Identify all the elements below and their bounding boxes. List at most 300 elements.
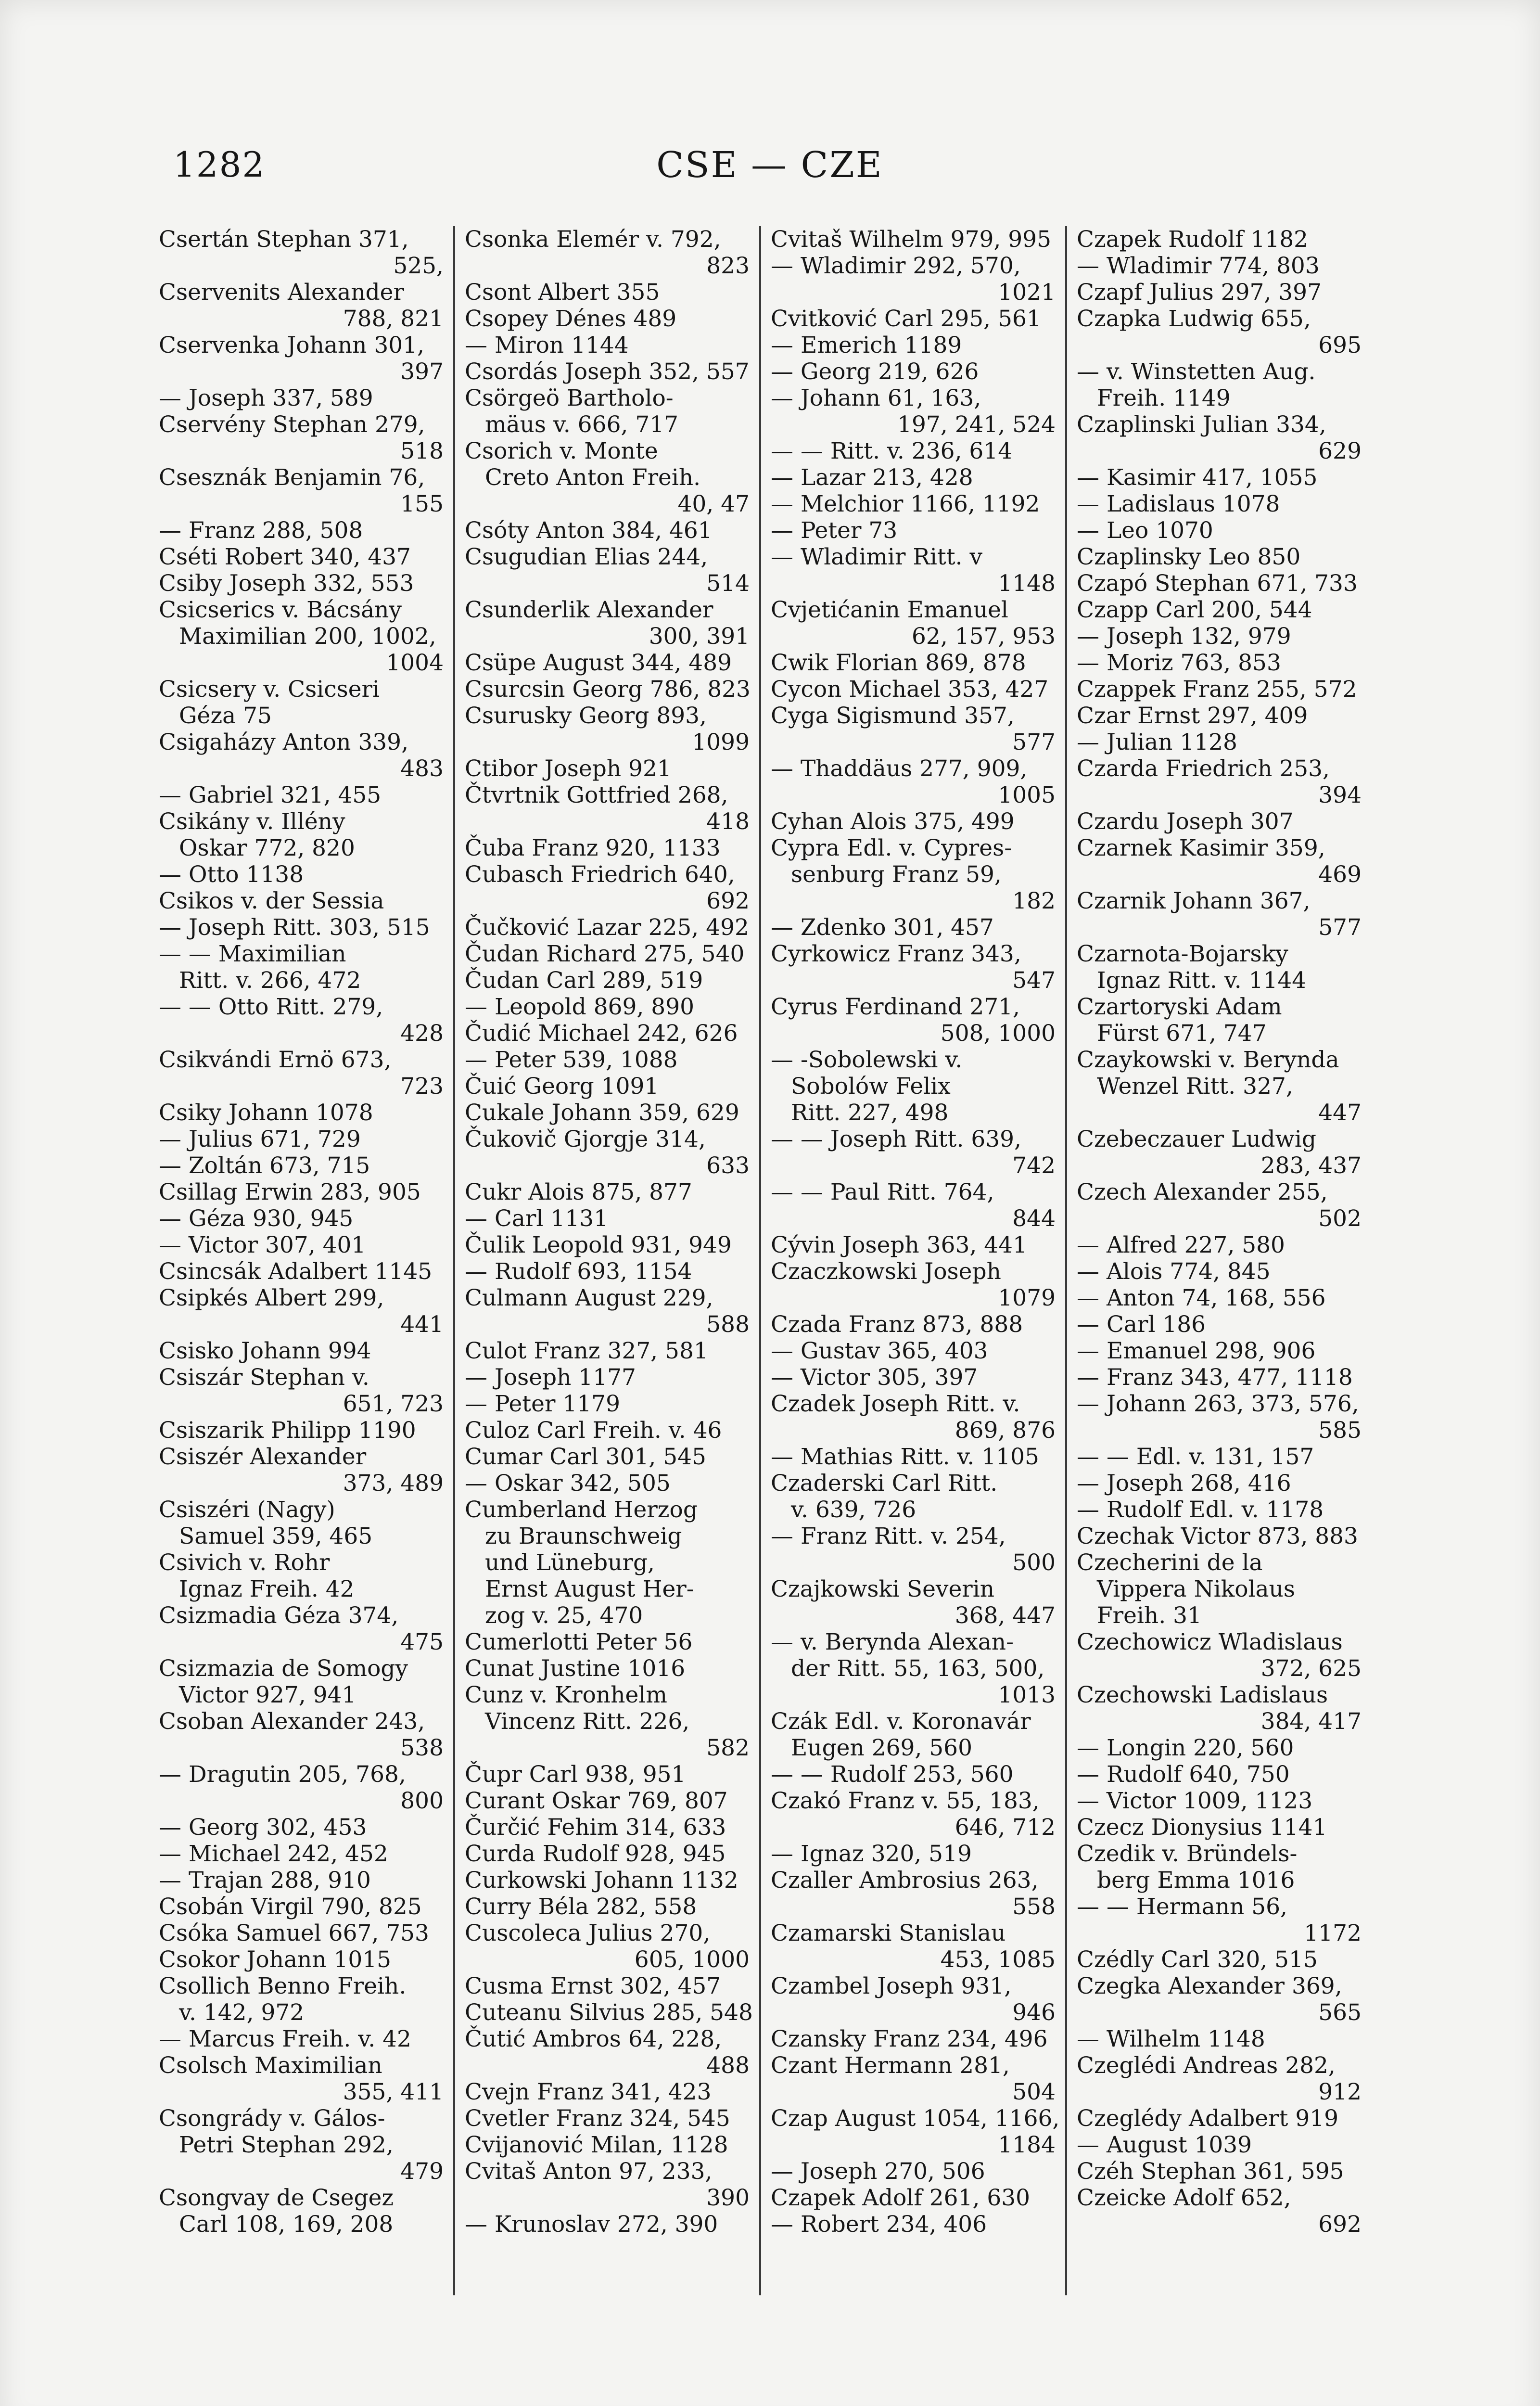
index-entry-line: Csobán Virgil 790, 825 <box>159 1894 422 1920</box>
index-entry-line: 844 <box>1012 1205 1056 1232</box>
index-entry-line: 372, 625 <box>1260 1655 1362 1682</box>
index-entry-line: Cwik Florian 869, 878 <box>771 650 1026 676</box>
index-entry-line: — Peter 539, 1088 <box>465 1047 678 1073</box>
index-entry-line: 182 <box>1012 888 1056 914</box>
index-entry-line: Csigaházy Anton 339, <box>159 729 409 755</box>
page-number: 1282 <box>173 144 266 185</box>
index-entry-line: — Zdenko 301, 457 <box>771 914 994 941</box>
index-entry-line: berg Emma 1016 <box>1097 1867 1295 1894</box>
index-entry-line: Csiky Johann 1078 <box>159 1100 373 1126</box>
index-entry-line: Cvijanović Milan, 1128 <box>465 2132 728 2158</box>
index-entry-line: — Victor 1009, 1123 <box>1077 1788 1313 1814</box>
index-column-3 <box>759 226 1065 2295</box>
index-entry-line: Cvetler Franz 324, 545 <box>465 2105 730 2132</box>
index-entry-line: Czeglédy Adalbert 919 <box>1077 2105 1339 2132</box>
index-entry-line: — Peter 1179 <box>465 1391 620 1417</box>
index-entry-line: Samuel 359, 465 <box>179 1523 373 1549</box>
index-entry-line: Sobolów Felix <box>791 1073 951 1100</box>
index-entry-line: Czaykowski v. Berynda <box>1077 1047 1339 1073</box>
index-entry-line: — Franz 343, 477, 1118 <box>1077 1364 1353 1391</box>
index-entry-line: Čuba Franz 920, 1133 <box>465 835 721 861</box>
index-entry-line: 629 <box>1318 438 1362 464</box>
index-entry-line: Csongvay de Csegez <box>159 2185 394 2211</box>
index-entry-line: Czák Edl. v. Koronavár <box>771 1708 1031 1735</box>
index-entry-line: Curant Oskar 769, 807 <box>465 1788 728 1814</box>
index-entry-line: — Zoltán 673, 715 <box>159 1152 370 1179</box>
index-entry-line: — Emerich 1189 <box>771 332 962 358</box>
page-title: CSE — CZE <box>656 144 883 186</box>
index-entry-line: Cukr Alois 875, 877 <box>465 1179 692 1205</box>
index-entry-line: Czaller Ambrosius 263, <box>771 1867 1039 1894</box>
index-entry-line: — Wladimir 774, 803 <box>1077 253 1320 279</box>
index-entry-line: 300, 391 <box>649 623 750 650</box>
index-entry-line: Cvitaš Anton 97, 233, <box>465 2158 713 2185</box>
index-entry-line: — Georg 219, 626 <box>771 358 979 385</box>
index-entry-line: 912 <box>1318 2079 1362 2105</box>
index-entry-line: Cvjetićanin Emanuel <box>771 597 1008 623</box>
index-entry-line: 547 <box>1012 967 1056 994</box>
index-entry-line: Oskar 772, 820 <box>179 835 355 861</box>
index-entry-line: 588 <box>706 1311 750 1338</box>
index-entry-line: Cyrus Ferdinand 271, <box>771 994 1020 1020</box>
index-entry-line: Czapó Stephan 671, 733 <box>1077 570 1358 597</box>
index-entry-line: Czeglédi Andreas 282, <box>1077 2052 1336 2079</box>
index-entry-line: — Carl 186 <box>1077 1311 1206 1338</box>
index-entry-line: — Franz Ritt. v. 254, <box>771 1523 1006 1549</box>
index-entry-line: 428 <box>400 1020 444 1047</box>
index-entry-line: Czapf Julius 297, 397 <box>1077 279 1322 306</box>
index-entry-line: — Michael 242, 452 <box>159 1841 388 1867</box>
index-entry-line: — Robert 234, 406 <box>771 2211 987 2238</box>
index-entry-line: — Longin 220, 560 <box>1077 1735 1294 1761</box>
index-entry-line: Czaplinsky Leo 850 <box>1077 544 1301 570</box>
index-entry-line: — Johann 263, 373, 576, <box>1077 1391 1359 1417</box>
index-entry-line: Czar Ernst 297, 409 <box>1077 703 1308 729</box>
index-entry-line: 469 <box>1318 861 1362 888</box>
index-entry-line: Czarnota-Bojarsky <box>1077 941 1288 967</box>
index-entry-line: Cunz v. Kronhelm <box>465 1682 667 1708</box>
index-entry-line: Czamarski Stanislau <box>771 1920 1006 1946</box>
index-entry-line: 390 <box>706 2185 750 2211</box>
index-entry-line: 155 <box>400 491 444 517</box>
index-entry-line: — Leo 1070 <box>1077 517 1213 544</box>
index-entry-line: Cvitaš Wilhelm 979, 995 <box>771 226 1051 253</box>
index-entry-line: v. 142, 972 <box>179 1999 305 2026</box>
index-entry-line: Czarda Friedrich 253, <box>1077 755 1330 782</box>
index-entry-line: Creto Anton Freih. <box>485 464 701 491</box>
index-entry-line: — Julian 1128 <box>1077 729 1237 755</box>
index-entry-line: Czansky Franz 234, 496 <box>771 2026 1048 2052</box>
index-entry-line: — v. Winstetten Aug. <box>1077 358 1316 385</box>
index-entry-line: Cypra Edl. v. Cypres- <box>771 835 1012 861</box>
index-entry-line: Cumar Carl 301, 545 <box>465 1444 706 1470</box>
index-entry-line: Czarnik Johann 367, <box>1077 888 1311 914</box>
index-entry-line: Csertán Stephan 371, <box>159 226 409 253</box>
index-entry-line: Ctibor Joseph 921 <box>465 755 672 782</box>
index-entry-line: Fürst 671, 747 <box>1097 1020 1267 1047</box>
index-entry-line: 695 <box>1318 332 1362 358</box>
index-entry-line: Čuić Georg 1091 <box>465 1073 659 1100</box>
index-entry-line: Czartoryski Adam <box>1077 994 1282 1020</box>
index-entry-line: 40, 47 <box>677 491 750 517</box>
index-entry-line: — Gabriel 321, 455 <box>159 782 382 808</box>
index-entry-line: Culoz Carl Freih. v. 46 <box>465 1417 722 1444</box>
index-entry-line: Cuteanu Silvius 285, 548 <box>465 1999 753 2026</box>
index-entry-line: — Thaddäus 277, 909, <box>771 755 1028 782</box>
index-entry-line: — Melchior 1166, 1192 <box>771 491 1040 517</box>
index-entry-line: — Victor 307, 401 <box>159 1232 366 1258</box>
index-entry-line: — Marcus Freih. v. 42 <box>159 2026 411 2052</box>
index-entry-line: Czajkowski Severin <box>771 1576 995 1602</box>
index-entry-line: — Joseph 132, 979 <box>1077 623 1291 650</box>
page-header <box>173 144 1366 197</box>
index-entry-line: — Ignaz 320, 519 <box>771 1841 972 1867</box>
index-entry-line: Cyga Sigismund 357, <box>771 703 1015 729</box>
index-entry-line: zog v. 25, 470 <box>485 1602 643 1629</box>
index-entry-line: — Joseph 1177 <box>465 1364 636 1391</box>
index-entry-line: Czech Alexander 255, <box>1077 1179 1328 1205</box>
index-entry-line: Csiszér Alexander <box>159 1444 367 1470</box>
index-entry-line: Czap August 1054, 1166, <box>771 2105 1060 2132</box>
index-entry-line: — Joseph Ritt. 303, 515 <box>159 914 430 941</box>
index-entry-line: Czegka Alexander 369, <box>1077 1973 1342 1999</box>
index-entry-line: Czaderski Carl Ritt. <box>771 1470 998 1497</box>
index-entry-line: 692 <box>1318 2211 1362 2238</box>
index-entry-line: 418 <box>706 808 750 835</box>
index-entry-line: 869, 876 <box>955 1417 1056 1444</box>
index-entry-line: Csongrády v. Gálos- <box>159 2105 385 2132</box>
index-column-1 <box>159 226 453 2295</box>
index-entry-line: Cunat Justine 1016 <box>465 1655 686 1682</box>
index-entry-line: Cukale Johann 359, 629 <box>465 1100 739 1126</box>
index-entry-line: Csonka Elemér v. 792, <box>465 226 721 253</box>
index-entry-line: 565 <box>1318 1999 1362 2026</box>
index-entry-line: Csorich v. Monte <box>465 438 658 464</box>
index-entry-line: — Rudolf 693, 1154 <box>465 1258 692 1285</box>
index-entry-line: Csüpe August 344, 489 <box>465 650 732 676</box>
index-entry-line: — — Joseph Ritt. 639, <box>771 1126 1021 1152</box>
index-entry-line: — Anton 74, 168, 556 <box>1077 1285 1326 1311</box>
index-entry-line: Csivich v. Rohr <box>159 1549 330 1576</box>
index-entry-line: 483 <box>400 755 444 782</box>
index-entry-line: 502 <box>1318 1205 1362 1232</box>
index-entry-line: 373, 489 <box>343 1470 444 1497</box>
index-entry-line: 633 <box>706 1152 750 1179</box>
index-entry-line: Csizmadia Géza 374, <box>159 1602 399 1629</box>
index-entry-line: Czapek Adolf 261, 630 <box>771 2185 1031 2211</box>
index-entry-line: Freih. 31 <box>1097 1602 1202 1629</box>
index-entry-line: Čudić Michael 242, 626 <box>465 1020 738 1047</box>
index-entry-line: Cumerlotti Peter 56 <box>465 1629 693 1655</box>
index-entry-line: — Franz 288, 508 <box>159 517 363 544</box>
index-entry-line: Czebeczauer Ludwig <box>1077 1126 1316 1152</box>
index-entry-line: Czechak Victor 873, 883 <box>1077 1523 1358 1549</box>
index-entry-line: Čulik Leopold 931, 949 <box>465 1232 732 1258</box>
index-entry-line: Csicserics v. Bácsány <box>159 597 402 623</box>
index-entry-line: Géza 75 <box>179 703 272 729</box>
index-entry-line: Vincenz Ritt. 226, <box>485 1708 690 1735</box>
index-entry-line: Csesznák Benjamin 76, <box>159 464 425 491</box>
index-entry-line: — — Maximilian <box>159 941 346 967</box>
index-entry-line: Petri Stephan 292, <box>179 2132 394 2158</box>
index-entry-line: — Johann 61, 163, <box>771 385 981 411</box>
index-entry-line: — Carl 1131 <box>465 1205 608 1232</box>
index-entry-line: Czada Franz 873, 888 <box>771 1311 1023 1338</box>
index-entry-line: 742 <box>1012 1152 1056 1179</box>
index-entry-line: — Kasimir 417, 1055 <box>1077 464 1318 491</box>
index-entry-line: Cservenka Johann 301, <box>159 332 424 358</box>
index-entry-line: 504 <box>1012 2079 1056 2105</box>
index-entry-line: 283, 437 <box>1260 1152 1362 1179</box>
index-entry-line: senburg Franz 59, <box>791 861 1002 888</box>
index-entry-line: — Lazar 213, 428 <box>771 464 973 491</box>
index-entry-line: — — Rudolf 253, 560 <box>771 1761 1014 1788</box>
index-entry-line: 1184 <box>998 2132 1056 2158</box>
index-entry-line: Cyrkowicz Franz 343, <box>771 941 1021 967</box>
index-entry-line: Ritt. v. 266, 472 <box>179 967 361 994</box>
index-entry-line: — Wladimir Ritt. v <box>771 544 983 570</box>
index-entry-line: — Julius 671, 729 <box>159 1126 361 1152</box>
index-entry-line: Curkowski Johann 1132 <box>465 1867 738 1894</box>
index-entry-line: Csurusky Georg 893, <box>465 703 707 729</box>
index-entry-line: 518 <box>400 438 444 464</box>
index-entry-line: — Joseph 268, 416 <box>1077 1470 1291 1497</box>
index-entry-line: 651, 723 <box>343 1391 444 1417</box>
index-column-4 <box>1065 226 1371 2295</box>
index-entry-line: Cvitković Carl 295, 561 <box>771 306 1041 332</box>
index-entry-line: Csikos v. der Sessia <box>159 888 384 914</box>
index-entry-line: Czaplinski Julian 334, <box>1077 411 1326 438</box>
index-entry-line: 1004 <box>386 650 444 676</box>
index-entry-line: 355, 411 <box>343 2079 444 2105</box>
index-entry-line: Czakó Franz v. 55, 183, <box>771 1788 1040 1814</box>
index-entry-line: 368, 447 <box>955 1602 1056 1629</box>
index-entry-line: — Mathias Ritt. v. 1105 <box>771 1444 1039 1470</box>
index-entry-line: — — Hermann 56, <box>1077 1894 1287 1920</box>
index-entry-line: Cusma Ernst 302, 457 <box>465 1973 721 1999</box>
index-entry-line: Curry Béla 282, 558 <box>465 1894 697 1920</box>
index-entry-line: — Alfred 227, 580 <box>1077 1232 1285 1258</box>
index-entry-line: Cuscoleca Julius 270, <box>465 1920 711 1946</box>
index-entry-line: Csincsák Adalbert 1145 <box>159 1258 433 1285</box>
index-entry-line: — -Sobolewski v. <box>771 1047 963 1073</box>
index-entry-line: 577 <box>1012 729 1056 755</box>
index-entry-line: 500 <box>1012 1549 1056 1576</box>
index-entry-line: 447 <box>1318 1100 1362 1126</box>
index-entry-line: — — Edl. v. 131, 157 <box>1077 1444 1314 1470</box>
index-entry-line: Csollich Benno Freih. <box>159 1973 407 1999</box>
index-entry-line: Csordás Joseph 352, 557 <box>465 358 750 385</box>
index-columns <box>159 226 1371 2295</box>
index-entry-line: — Rudolf Edl. v. 1178 <box>1077 1497 1324 1523</box>
index-entry-line: Čutić Ambros 64, 228, <box>465 2026 722 2052</box>
index-entry-line: 397 <box>400 358 444 385</box>
index-entry-line: 823 <box>706 253 750 279</box>
index-entry-line: 197, 241, 524 <box>897 411 1056 438</box>
index-entry-line: 692 <box>706 888 750 914</box>
index-entry-line: Csunderlik Alexander <box>465 597 713 623</box>
index-entry-line: 1079 <box>998 1285 1056 1311</box>
index-entry-line: — Leopold 869, 890 <box>465 994 694 1020</box>
index-entry-line: Čurčić Fehim 314, 633 <box>465 1814 726 1841</box>
index-entry-line: 582 <box>706 1735 750 1761</box>
index-entry-line: — Georg 302, 453 <box>159 1814 367 1841</box>
index-entry-line: 384, 417 <box>1260 1708 1362 1735</box>
index-entry-line: Csiby Joseph 332, 553 <box>159 570 414 597</box>
index-entry-line: — Géza 930, 945 <box>159 1205 354 1232</box>
index-entry-line: — Otto 1138 <box>159 861 304 888</box>
index-entry-line: 453, 1085 <box>940 1946 1056 1973</box>
index-entry-line: Csicsery v. Csicseri <box>159 676 380 703</box>
index-entry-line: 577 <box>1318 914 1362 941</box>
index-entry-line: 646, 712 <box>955 1814 1056 1841</box>
index-entry-line: Csokor Johann 1015 <box>159 1946 392 1973</box>
index-entry-line: — Ladislaus 1078 <box>1077 491 1280 517</box>
index-entry-line: — Joseph 270, 506 <box>771 2158 985 2185</box>
index-entry-line: — — Otto Ritt. 279, <box>159 994 383 1020</box>
index-entry-line: Czapka Ludwig 655, <box>1077 306 1311 332</box>
index-entry-line: 1099 <box>692 729 750 755</box>
index-entry-line: Wenzel Ritt. 327, <box>1097 1073 1293 1100</box>
index-entry-line: 585 <box>1318 1417 1362 1444</box>
index-entry-line: Csisko Johann 994 <box>159 1338 371 1364</box>
index-entry-line: — August 1039 <box>1077 2132 1252 2158</box>
index-entry-line: 1148 <box>998 570 1056 597</box>
index-entry-line: 946 <box>1012 1999 1056 2026</box>
index-entry-line: Czechowski Ladislaus <box>1077 1682 1328 1708</box>
index-entry-line: 788, 821 <box>343 306 444 332</box>
index-entry-line: Csugudian Elias 244, <box>465 544 708 570</box>
index-entry-line: — Oskar 342, 505 <box>465 1470 671 1497</box>
index-entry-line: Freih. 1149 <box>1097 385 1231 411</box>
index-entry-line: Eugen 269, 560 <box>791 1735 972 1761</box>
index-entry-line: Csipkés Albert 299, <box>159 1285 384 1311</box>
index-entry-line: Csopey Dénes 489 <box>465 306 677 332</box>
index-entry-line: 525, <box>393 253 444 279</box>
index-entry-line: Cumberland Herzog <box>465 1497 698 1523</box>
index-entry-line: Csiszarik Philipp 1190 <box>159 1417 416 1444</box>
index-entry-line: Czéh Stephan 361, 595 <box>1077 2158 1344 2185</box>
index-entry-line: Csikvándi Ernö 673, <box>159 1047 392 1073</box>
index-entry-line: — Peter 73 <box>771 517 898 544</box>
index-entry-line: Czedik v. Bründels- <box>1077 1841 1298 1867</box>
index-entry-line: Czecz Dionysius 1141 <box>1077 1814 1327 1841</box>
index-entry-line: Czechowicz Wladislaus <box>1077 1629 1343 1655</box>
index-entry-line: Cservény Stephan 279, <box>159 411 425 438</box>
index-entry-line: Csóty Anton 384, 461 <box>465 517 713 544</box>
index-entry-line: — Dragutin 205, 768, <box>159 1761 406 1788</box>
index-entry-line: Csont Albert 355 <box>465 279 660 306</box>
index-entry-line: Ernst August Her- <box>485 1576 694 1602</box>
index-entry-line: 475 <box>400 1629 444 1655</box>
index-entry-line: Čučković Lazar 225, 492 <box>465 914 749 941</box>
index-entry-line: — — Ritt. v. 236, 614 <box>771 438 1013 464</box>
index-entry-line: Czarnek Kasimir 359, <box>1077 835 1325 861</box>
index-entry-line: Csóka Samuel 667, 753 <box>159 1920 429 1946</box>
index-entry-line: zu Braunschweig <box>485 1523 682 1549</box>
index-entry-line: Csiszár Stephan v. <box>159 1364 369 1391</box>
index-entry-line: Czeicke Adolf 652, <box>1077 2185 1291 2211</box>
index-entry-line: Czardu Joseph 307 <box>1077 808 1294 835</box>
index-entry-line: Czapek Rudolf 1182 <box>1077 226 1309 253</box>
index-entry-line: Victor 927, 941 <box>179 1682 356 1708</box>
index-entry-line: Čudan Carl 289, 519 <box>465 967 703 994</box>
index-entry-line: 488 <box>706 2052 750 2079</box>
index-entry-line: v. 639, 726 <box>791 1497 916 1523</box>
index-entry-line: Cycon Michael 353, 427 <box>771 676 1049 703</box>
index-entry-line: der Ritt. 55, 163, 500, <box>791 1655 1045 1682</box>
index-entry-line: Cývin Joseph 363, 441 <box>771 1232 1027 1258</box>
index-entry-line: Cvejn Franz 341, 423 <box>465 2079 712 2105</box>
index-entry-line: Csizmazia de Somogy <box>159 1655 408 1682</box>
index-entry-line: — Rudolf 640, 750 <box>1077 1761 1290 1788</box>
index-entry-line: Csillag Erwin 283, 905 <box>159 1179 421 1205</box>
index-entry-line: 62, 157, 953 <box>912 623 1056 650</box>
index-entry-line: Czecherini de la <box>1077 1549 1263 1576</box>
index-entry-line: und Lüneburg, <box>485 1549 655 1576</box>
index-entry-line: 605, 1000 <box>634 1946 750 1973</box>
index-entry-line: 538 <box>400 1735 444 1761</box>
index-entry-line: 1172 <box>1304 1920 1362 1946</box>
index-entry-line: Čtvrtnik Gottfried 268, <box>465 782 728 808</box>
index-entry-line: — Wladimir 292, 570, <box>771 253 1021 279</box>
index-entry-line: — Alois 774, 845 <box>1077 1258 1271 1285</box>
index-entry-line: — Krunoslav 272, 390 <box>465 2211 718 2238</box>
index-entry-line: Czadek Joseph Ritt. v. <box>771 1391 1020 1417</box>
index-entry-line: 394 <box>1318 782 1362 808</box>
index-entry-line: Cservenits Alexander <box>159 279 404 306</box>
index-entry-line: — — Paul Ritt. 764, <box>771 1179 994 1205</box>
index-entry-line: Czédly Carl 320, 515 <box>1077 1946 1318 1973</box>
index-entry-line: — Emanuel 298, 906 <box>1077 1338 1316 1364</box>
index-entry-line: Ignaz Freih. 42 <box>179 1576 355 1602</box>
index-entry-line: 479 <box>400 2158 444 2185</box>
index-entry-line: Curda Rudolf 928, 945 <box>465 1841 726 1867</box>
index-entry-line: Csoban Alexander 243, <box>159 1708 425 1735</box>
index-entry-line: Ritt. 227, 498 <box>791 1100 949 1126</box>
index-entry-line: Čudan Richard 275, 540 <box>465 941 745 967</box>
index-entry-line: 514 <box>706 570 750 597</box>
index-entry-line: Čupr Carl 938, 951 <box>465 1761 686 1788</box>
index-entry-line: 723 <box>400 1073 444 1100</box>
index-entry-line: Culot Franz 327, 581 <box>465 1338 708 1364</box>
index-entry-line: — Joseph 337, 589 <box>159 385 373 411</box>
index-entry-line: 1005 <box>998 782 1056 808</box>
index-entry-line: 800 <box>400 1788 444 1814</box>
index-entry-line: Maximilian 200, 1002, <box>179 623 436 650</box>
index-entry-line: Csörgeö Bartholo- <box>465 385 674 411</box>
index-entry-line: Czapp Carl 200, 544 <box>1077 597 1312 623</box>
index-entry-line: — Trajan 288, 910 <box>159 1867 371 1894</box>
index-entry-line: — Moriz 763, 853 <box>1077 650 1281 676</box>
index-entry-line: Čukovič Gjorgje 314, <box>465 1126 706 1152</box>
index-entry-line: Csurcsin Georg 786, 823 <box>465 676 751 703</box>
index-entry-line: 441 <box>400 1311 444 1338</box>
index-entry-line: Csiszéri (Nagy) <box>159 1497 335 1523</box>
index-entry-line: — Victor 305, 397 <box>771 1364 978 1391</box>
index-entry-line: 558 <box>1012 1894 1056 1920</box>
index-entry-line: mäus v. 666, 717 <box>485 411 679 438</box>
index-entry-line: Czaczkowski Joseph <box>771 1258 1001 1285</box>
index-entry-line: Czant Hermann 281, <box>771 2052 1010 2079</box>
index-entry-line: — Wilhelm 1148 <box>1077 2026 1265 2052</box>
index-entry-line: — Gustav 365, 403 <box>771 1338 988 1364</box>
index-entry-line: Cubasch Friedrich 640, <box>465 861 735 888</box>
index-entry-line: — v. Berynda Alexan- <box>771 1629 1014 1655</box>
index-entry-line: Culmann August 229, <box>465 1285 713 1311</box>
index-entry-line: 1013 <box>998 1682 1056 1708</box>
index-entry-line: Carl 108, 169, 208 <box>179 2211 394 2238</box>
